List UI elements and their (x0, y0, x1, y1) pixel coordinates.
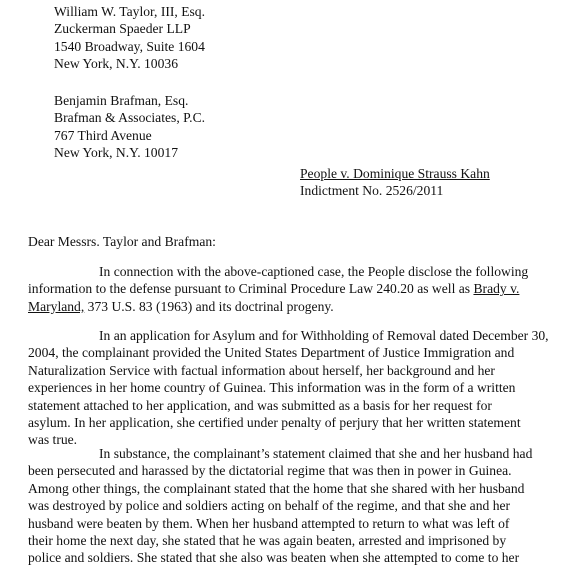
recipient-street: 1540 Broadway, Suite 1604 (54, 38, 205, 54)
paragraph-line: husband were beaten by them. When her husband attempted to return to what was left of (28, 515, 510, 531)
paragraph-line: Among other things, the complainant stated that the home that she shared with her husband (28, 480, 525, 496)
paragraph-line: been persecuted and harassed by the dictatorial regime that was then in power in Guinea. (28, 463, 512, 479)
paragraph-line (28, 298, 576, 315)
case-citation-part: Brady v. (473, 281, 520, 297)
recipient-city: New York, N.Y. 10036 (54, 56, 178, 72)
paragraph-line: was destroyed by police and soldiers acting on behalf of the regime, and that she and her (28, 498, 511, 514)
paragraph-line: In an application for Asylum and for Withholding of Removal dated December 30, (99, 328, 549, 343)
recipient-name: William W. Taylor, III, Esq. (54, 4, 205, 19)
paragraph-line: In connection with the above-captioned case, the People disclose the following (99, 264, 529, 279)
recipient-name: Benjamin Brafman, Esq. (54, 93, 189, 108)
recipient-firm: Brafman & Associates, P.C. (54, 110, 206, 126)
recipient-address-taylor (54, 3, 205, 73)
paragraph-line: asylum. In her application, she certified under penalty of perjury that her written statement (28, 415, 521, 431)
recipient-address-brafman (54, 92, 205, 162)
case-name: People v. Dominique Strauss Kahn (300, 166, 490, 181)
paragraph-line (28, 280, 576, 297)
paragraph-line: Naturalization Service with factual information about herself, her background and her (28, 362, 495, 378)
recipient-firm: Zuckerman Spaeder LLP (54, 21, 191, 37)
case-citation-part: Maryland, (28, 298, 85, 314)
paragraph-line: In substance, the complainant’s statement claimed that she and her husband had (99, 446, 533, 461)
recipient-city: New York, N.Y. 10017 (54, 145, 178, 161)
paragraph-asylum-application (28, 327, 576, 449)
paragraph-line: 2004, the complainant provided the United States Department of Justice Immigration and (28, 345, 515, 361)
paragraph-complainant-statement (28, 445, 576, 567)
recipient-street: 767 Third Avenue (54, 127, 152, 143)
line-text: 373 U.S. 83 (1963) and its doctrinal progeny. (84, 298, 334, 314)
case-caption (300, 165, 490, 200)
paragraph-line: their home the next day, she stated that he was again beaten, arrested and imprisoned by (28, 533, 507, 549)
salutation: Dear Messrs. Taylor and Brafman: (28, 234, 216, 249)
paragraph-line: statement attached to her application, and was submitted as a basis for her request for (28, 397, 492, 413)
indictment-number: Indictment No. 2526/2011 (300, 183, 444, 199)
line-text: information to the defense pursuant to Criminal Procedure Law 240.20 as well as (28, 281, 474, 297)
paragraph-line: experiences in her home country of Guinea. This information was in the form of a written (28, 380, 516, 396)
paragraph-disclosure (28, 263, 576, 315)
paragraph-line: was true. (28, 432, 78, 448)
paragraph-line: police and soldiers. She stated that she also was beaten when she attempted to come to her (28, 550, 520, 566)
